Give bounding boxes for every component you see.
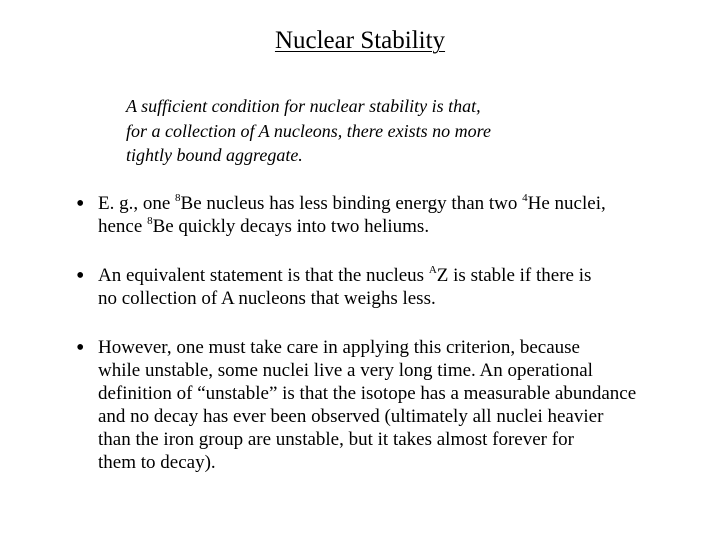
bullet-2-line-1 bbox=[98, 264, 591, 287]
bullet-3-line-3: definition of “unstable” is that the isotope has a measurable abundance bbox=[98, 383, 637, 404]
bullet-1-line-1-part-a: E. g., one bbox=[98, 193, 176, 214]
bullet-2-line-1-part-b: Z is stable if there is bbox=[436, 265, 592, 286]
bullet-item-2 bbox=[76, 264, 591, 310]
bullet-3-line-5: than the iron group are unstable, but it takes almost forever for bbox=[98, 429, 574, 450]
bullet-dot-icon: • bbox=[76, 335, 85, 361]
bullet-1-line-1-part-b: Be nucleus has less binding energy than two bbox=[180, 193, 523, 214]
mass-number-sup: A bbox=[428, 264, 437, 276]
intro-paragraph bbox=[126, 94, 491, 168]
bullet-3-line-2: while unstable, some nuclei live a very long time. An operational bbox=[98, 360, 593, 381]
bullet-dot-icon: • bbox=[76, 263, 85, 289]
bullet-3-line-4: and no decay has ever been observed (ultimately all nuclei heavier bbox=[98, 406, 604, 427]
mass-number-sup: 8 bbox=[175, 192, 181, 204]
mass-number-sup: 8 bbox=[147, 215, 153, 227]
bullet-item-1 bbox=[76, 192, 606, 238]
intro-line-3: tightly bound aggregate. bbox=[126, 145, 303, 165]
bullet-1-line-2-part-a: hence bbox=[98, 216, 148, 237]
bullet-2-line-2: no collection of A nucleons that weighs less. bbox=[98, 288, 436, 309]
slide-title-text: Nuclear Stability bbox=[274, 27, 446, 54]
bullet-3-line-1: However, one must take care in applying this criterion, because bbox=[98, 337, 580, 358]
bullet-1-line-1 bbox=[98, 192, 606, 215]
bullet-3-text bbox=[98, 336, 636, 474]
bullet-1-line-2 bbox=[98, 215, 606, 238]
bullet-3-line-6: them to decay). bbox=[98, 452, 216, 473]
bullet-1-line-2-part-b: Be quickly decays into two heliums. bbox=[152, 216, 430, 237]
intro-line-1: A sufficient condition for nuclear stability is that, bbox=[126, 96, 481, 116]
bullet-1-line-1-part-c: He nuclei, bbox=[527, 193, 606, 214]
bullet-dot-icon: • bbox=[76, 191, 85, 217]
slide-title bbox=[0, 26, 720, 56]
bullet-2-line-1-part-a: An equivalent statement is that the nucleus bbox=[98, 265, 429, 286]
mass-number-sup: 4 bbox=[522, 192, 528, 204]
bullet-1-text bbox=[98, 192, 606, 238]
intro-line-2: for a collection of A nucleons, there exists no more bbox=[126, 120, 491, 141]
bullet-item-3 bbox=[76, 336, 636, 474]
bullet-2-text bbox=[98, 264, 591, 310]
